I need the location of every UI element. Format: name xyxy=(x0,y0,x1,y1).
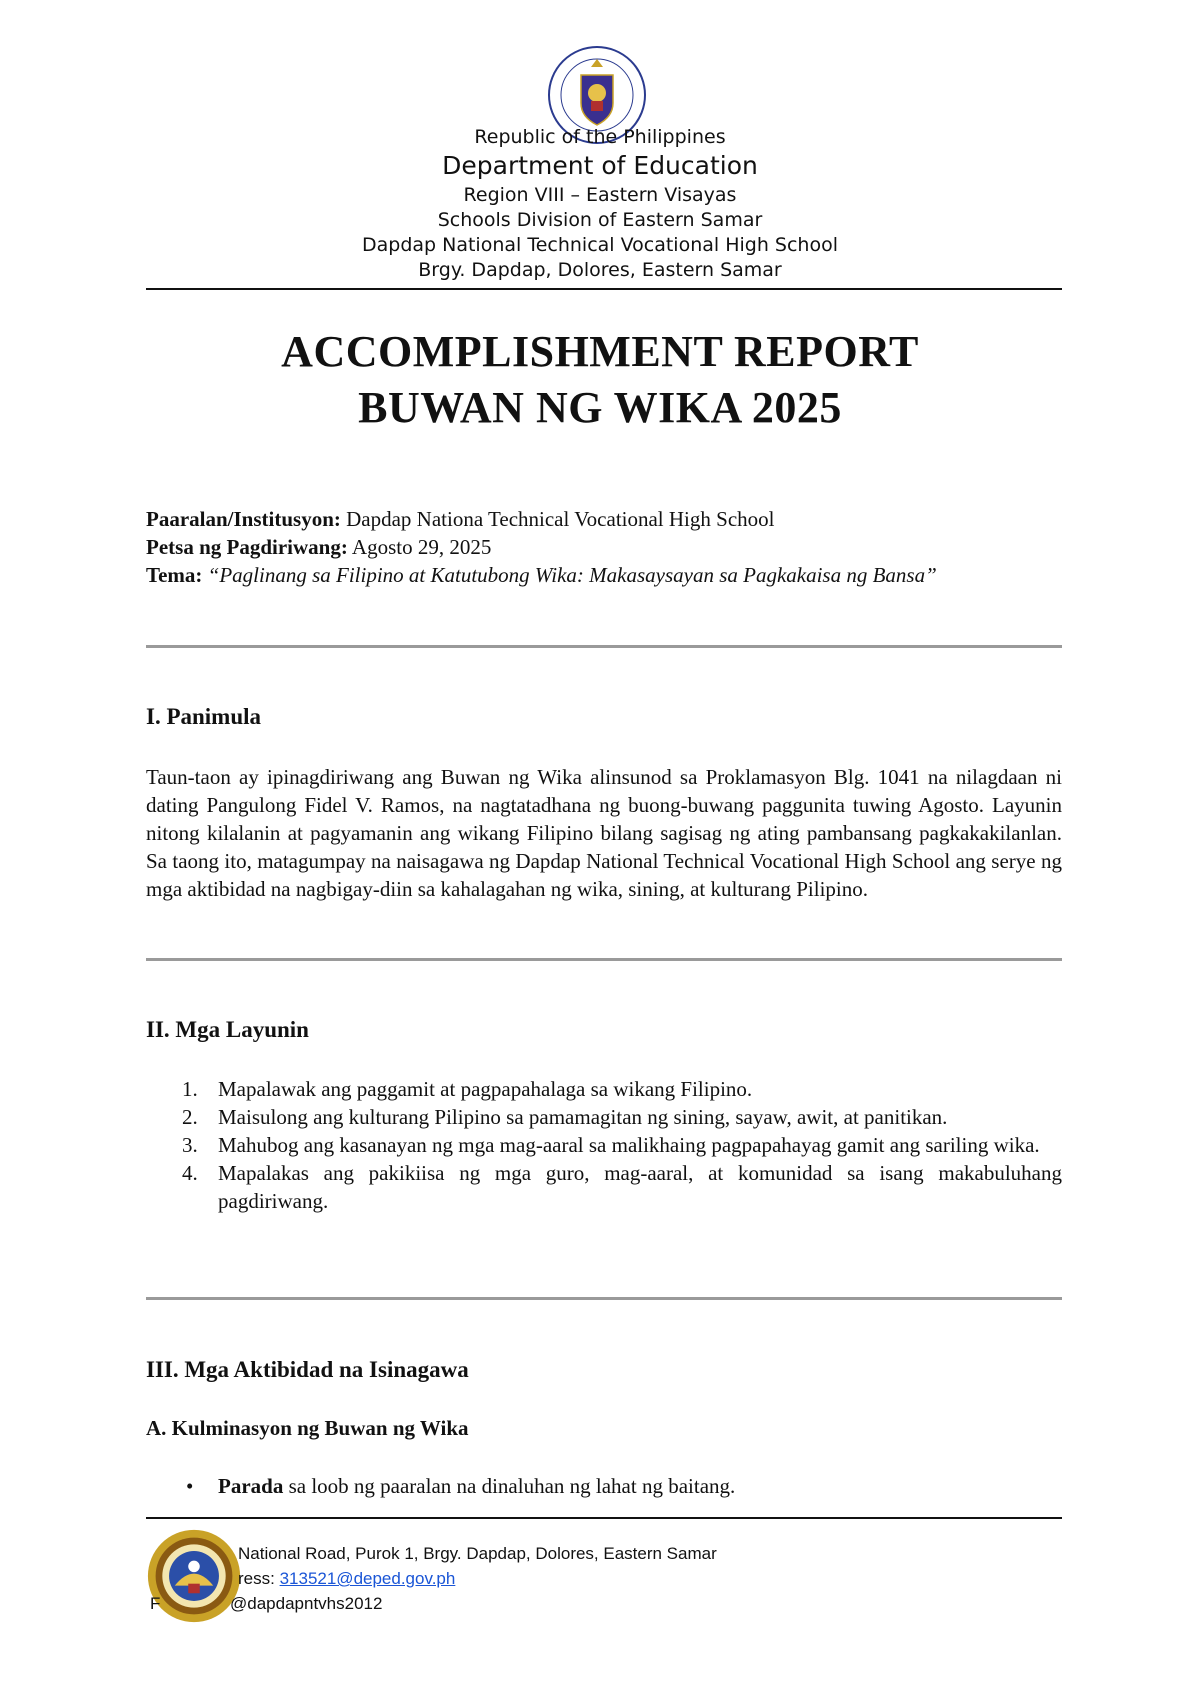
footer-divider xyxy=(146,1517,1062,1519)
info-theme xyxy=(146,561,1062,589)
section1-body: Taun-taon ay ipinagdiriwang ang Buwan ng Wika alinsunod sa Proklamasyon Blg. 1041 na nilagdaan ni dating Pangulong Fidel V. Ramos, na nagtatadhana ng buong-buwang paggunita tuwing Agosto. Layunin nitong kilalanin at pagyamanin ang wikang Filipino bilang sagisag ng ating pambansang pagkakakilanlan. Sa taong ito, matagumpay na naisagawa ng Dapdap National Technical Vocational High School ang serye ng mga aktibidad na nagbigay-diin sa kahalagahan ng wika, sining, at kulturang Pilipino. xyxy=(146,765,1062,901)
section-divider xyxy=(146,1297,1062,1300)
section3-subheading: A. Kulminasyon ng Buwan ng Wika xyxy=(146,1416,469,1440)
header-divider xyxy=(146,288,1062,290)
section3-heading: III. Mga Aktibidad na Isinagawa xyxy=(146,1357,469,1382)
info-school xyxy=(146,505,1062,533)
footer-email-label: ress: xyxy=(238,1569,275,1588)
info-theme-label: Tema: xyxy=(146,563,203,587)
section2-heading: II. Mga Layunin xyxy=(146,1017,309,1042)
header-school: Dapdap National Technical Vocational High School xyxy=(361,234,838,256)
info-date-value: Agosto 29, 2025 xyxy=(351,535,492,559)
header-republic: Republic of the Philippines xyxy=(474,126,726,148)
list-item: 2. Maisulong ang kulturang Pilipino sa pamamagitan ng sining, sayaw, awit, at panitikan. xyxy=(182,1105,948,1129)
footer-address: National Road, Purok 1, Brgy. Dapdap, Dolores, Eastern Samar xyxy=(238,1544,717,1563)
list-item: 3. Mahubog ang kasanayan ng mga mag-aaral sa malikhaing pagpapahayag gamit ang sariling wika. xyxy=(182,1133,1040,1157)
header-division: Schools Division of Eastern Samar xyxy=(437,209,763,231)
bullet-bold: Parada xyxy=(218,1474,284,1498)
footer-email-row xyxy=(238,1569,455,1589)
list-item: 4. Mapalakas ang pakikiisa ng mga guro, mag-aaral, at komunidad sa isang makabuluhang pagdiriwang. xyxy=(182,1161,1062,1213)
header-address: Brgy. Dapdap, Dolores, Eastern Samar xyxy=(418,259,782,281)
info-school-label: Paaralan/Institusyon: xyxy=(146,507,341,531)
section1-heading: I. Panimula xyxy=(146,704,262,729)
header-department: Department of Education xyxy=(442,151,758,180)
header-region: Region VIII – Eastern Visayas xyxy=(463,184,737,206)
report-subtitle: BUWAN NG WIKA 2025 xyxy=(358,383,842,432)
info-date xyxy=(146,533,1062,561)
footer-social: @dapdapntvhs2012 xyxy=(230,1594,383,1613)
objectives-list xyxy=(146,1075,1062,1215)
list-item: 1. Mapalawak ang paggamit at pagpapahalaga sa wikang Filipino. xyxy=(182,1077,753,1101)
report-title: ACCOMPLISHMENT REPORT xyxy=(281,327,919,376)
bullet-text: sa loob ng paaralan na dinaluhan ng lahat ng baitang. xyxy=(283,1474,736,1498)
school-logo-icon xyxy=(146,1528,242,1624)
info-theme-value: “Paglinang sa Filipino at Katutubong Wika: Makasaysayan sa Pagkakaisa ng Bansa” xyxy=(207,563,937,587)
footer-email-link[interactable]: 313521@deped.gov.ph xyxy=(279,1569,456,1588)
section-divider xyxy=(146,645,1062,648)
info-date-label: Petsa ng Pagdiriwang: xyxy=(146,535,348,559)
section-divider xyxy=(146,958,1062,961)
footer-social-prefix: F xyxy=(150,1594,161,1613)
info-school-value: Dapdap Nationa Technical Vocational High School xyxy=(346,507,775,531)
bullet-marker: • xyxy=(186,1474,194,1498)
